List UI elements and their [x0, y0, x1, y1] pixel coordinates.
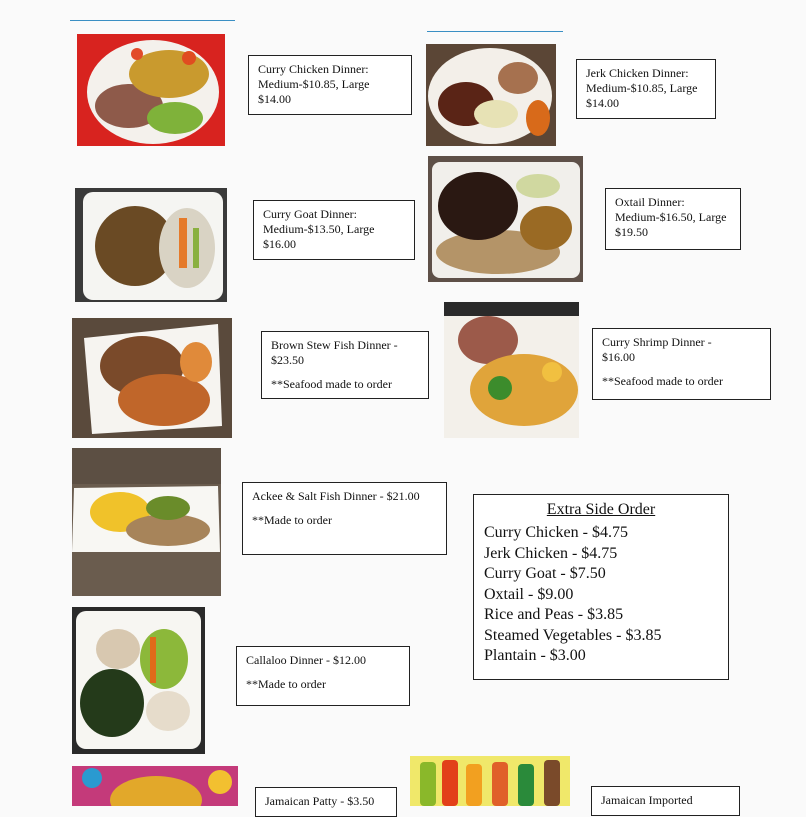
jerk-chicken-title: Jerk Chicken Dinner:: [586, 66, 689, 80]
curry-goat-photo: [75, 188, 227, 302]
oxtail-card: [605, 188, 741, 250]
curry-chicken-price: Medium-$10.85, Large $14.00: [258, 77, 370, 106]
curry-chicken-photo: [77, 34, 225, 146]
side-item: Jerk Chicken - $4.75: [484, 544, 618, 562]
side-item: Steamed Vegetables - $3.85: [484, 626, 662, 644]
top-rule-right: [427, 31, 563, 32]
brown-stew-fish-photo: [72, 318, 232, 438]
brown-stew-fish-card: [261, 331, 429, 399]
brown-stew-fish-note: **Seafood made to order: [271, 377, 392, 391]
extra-side-order-title: Extra Side Order: [546, 501, 656, 518]
ackee-saltfish-card: [242, 482, 447, 555]
ackee-saltfish-title: Ackee & Salt Fish Dinner - $21.00: [252, 489, 420, 503]
top-rule-left: [70, 20, 235, 21]
jamaican-imported-card: [591, 786, 740, 816]
imported-drinks-photo: [410, 756, 570, 806]
brown-stew-fish-price: $23.50: [271, 353, 304, 367]
callaloo-title: Callaloo Dinner - $12.00: [246, 653, 366, 667]
curry-goat-title: Curry Goat Dinner:: [263, 207, 357, 221]
curry-shrimp-note: **Seafood made to order: [602, 374, 723, 388]
jamaican-patty-card: [255, 787, 397, 817]
oxtail-price: Medium-$16.50, Large $19.50: [615, 210, 727, 239]
jerk-chicken-card: [576, 59, 716, 119]
extra-side-order-list: [484, 523, 718, 667]
jerk-chicken-photo: [426, 44, 556, 146]
callaloo-card: [236, 646, 410, 706]
ackee-saltfish-note: **Made to order: [252, 513, 332, 527]
curry-shrimp-card: [592, 328, 771, 400]
jamaican-patty-title: Jamaican Patty - $3.50: [265, 794, 375, 808]
ackee-saltfish-photo: [72, 448, 221, 596]
extra-side-order-box: [473, 494, 729, 680]
curry-shrimp-title: Curry Shrimp Dinner -: [602, 335, 712, 349]
oxtail-photo: [428, 156, 583, 282]
callaloo-photo: [72, 607, 205, 754]
curry-goat-price: Medium-$13.50, Large $16.00: [263, 222, 375, 251]
curry-chicken-card: [248, 55, 412, 115]
brown-stew-fish-title: Brown Stew Fish Dinner -: [271, 338, 398, 352]
jamaican-patty-photo: [72, 766, 238, 806]
oxtail-title: Oxtail Dinner:: [615, 195, 685, 209]
side-item: Curry Goat - $7.50: [484, 565, 606, 582]
side-item: Plantain - $3.00: [484, 647, 586, 664]
jamaican-imported-title: Jamaican Imported: [601, 793, 693, 807]
curry-goat-card: [253, 200, 415, 260]
curry-shrimp-price: $16.00: [602, 350, 635, 364]
jerk-chicken-price: Medium-$10.85, Large $14.00: [586, 81, 698, 110]
curry-chicken-title: Curry Chicken Dinner:: [258, 62, 369, 76]
side-item: Curry Chicken - $4.75: [484, 524, 628, 541]
side-item: Oxtail - $9.00: [484, 585, 574, 603]
side-item: Rice and Peas - $3.85: [484, 606, 624, 623]
callaloo-note: **Made to order: [246, 677, 326, 691]
curry-shrimp-photo: [444, 302, 579, 438]
